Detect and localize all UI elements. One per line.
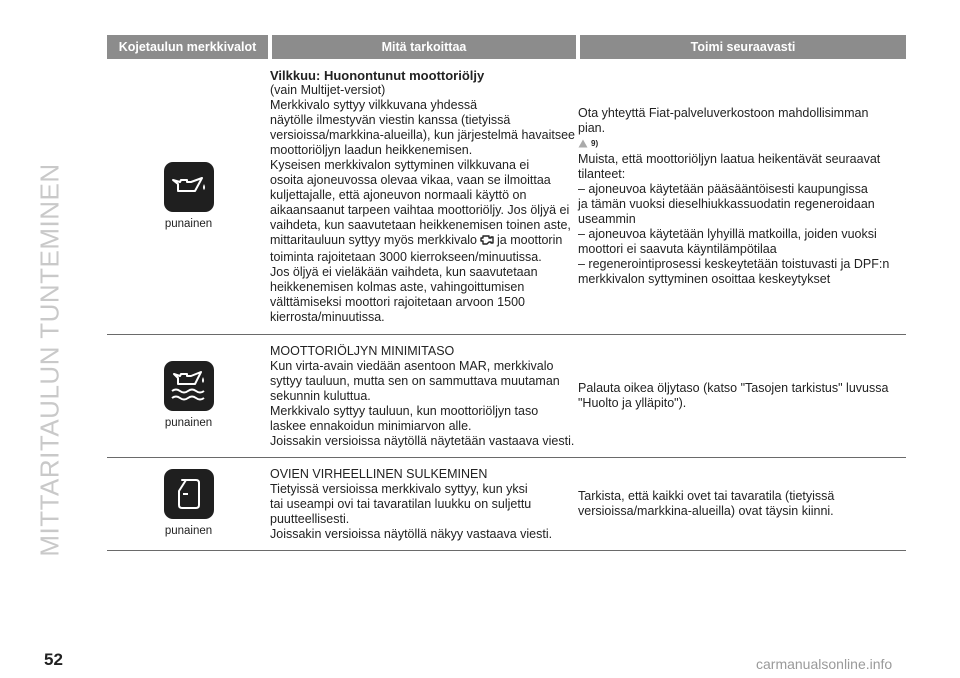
desc-line: syttyy tauluun, mutta sen on sammuttava muutaman xyxy=(270,373,560,388)
desc-title: Vilkkuu: Huonontunut moottoriöljy xyxy=(270,68,485,83)
desc-line: osoita ajoneuvossa olevaa vikaa, vaan se ilmoittaa xyxy=(270,173,551,187)
warning-lights-table xyxy=(107,35,906,551)
desc-line: tai useampi ovi tai tavaratilan luukku on suljettu xyxy=(270,496,532,511)
action-cell xyxy=(578,458,906,551)
action-line: "Huolto ja ylläpito"). xyxy=(578,396,687,410)
icon-cell xyxy=(107,59,270,335)
desc-line: Kun virta-avain viedään asentoon MAR, merkkivalo xyxy=(270,358,554,373)
action-line: Muista, että moottoriöljyn laatua heikentävät seuraavat xyxy=(578,152,881,166)
action-cell xyxy=(578,335,906,458)
warning-reference xyxy=(578,136,598,151)
action-line: – ajoneuvoa käytetään lyhyillä matkoilla, joiden vuoksi xyxy=(578,227,877,241)
desc-line: toiminta rajoitetaan 3000 kierrokseen/minuutissa. xyxy=(270,250,542,264)
header-warning-lights: Kojetaulun merkkivalot xyxy=(107,35,270,59)
desc-line: Jos öljyä ei vieläkään vaihdeta, kun saavutetaan xyxy=(270,265,538,279)
desc-line: OVIEN VIRHEELLINEN SULKEMINEN xyxy=(270,466,488,481)
table-row xyxy=(107,458,906,551)
action-line: – regenerointiprosessi keskeytetään toistuvasti ja DPF:n xyxy=(578,257,890,271)
desc-line: aikaansaanut tarpeen vaihtaa moottoriöljy. Jos öljyä ei xyxy=(270,203,570,217)
warning-triangle-icon xyxy=(578,139,588,148)
table-row xyxy=(107,59,906,335)
engine-icon xyxy=(479,234,495,250)
desc-line: MOOTTORIÖLJYN MINIMITASO xyxy=(270,343,455,358)
door-open-icon xyxy=(164,469,214,519)
desc-line-with-icon xyxy=(270,233,578,250)
action-line: pian. xyxy=(578,121,606,135)
chapter-title-text: MITTARITAULUN TUNTEMINEN xyxy=(34,163,65,557)
desc-line: Kyseisen merkkivalon syttyminen vilkkuvana ei xyxy=(270,158,530,172)
desc-line: heikkenemisen kolmas aste, vahingoittumisen xyxy=(270,280,525,294)
action-cell xyxy=(578,59,906,335)
action-line: merkkivalon syttyminen osoittaa keskeytykset xyxy=(578,272,831,286)
page-number: 52 xyxy=(44,650,63,669)
desc-line: Merkkivalo syttyy vilkkuvana yhdessä xyxy=(270,98,478,112)
desc-line: moottoriöljyn laadun heikkenemisen. xyxy=(270,143,473,157)
meaning-cell xyxy=(270,458,578,551)
desc-line-text-after: ja moottorin xyxy=(497,233,563,247)
desc-line: näytölle ilmestyvän viestin kanssa (tietyissä xyxy=(270,113,511,127)
watermark: carmanualsonline.info xyxy=(756,656,893,672)
action-line: useammin xyxy=(578,212,636,226)
icon-cell xyxy=(107,335,270,458)
color-label: punainen xyxy=(164,525,213,537)
desc-line: Tietyissä versioissa merkkivalo syttyy, kun yksi xyxy=(270,481,528,496)
color-label: punainen xyxy=(164,417,213,429)
table-row xyxy=(107,335,906,458)
desc-line: välttämiseksi moottori rajoitetaan arvoon 1500 xyxy=(270,295,525,309)
desc-line: laskee ennakoidun minimiarvon alle. xyxy=(270,418,472,433)
table-header-row xyxy=(107,35,906,59)
header-action: Toimi seuraavasti xyxy=(578,35,906,59)
desc-line: kierrosta/minuutissa. xyxy=(270,310,385,324)
desc-line: puutteellisesti. xyxy=(270,511,350,526)
desc-line: kuljettajalle, että ajoneuvon normaali käyttö on xyxy=(270,188,527,202)
color-label: punainen xyxy=(164,217,213,230)
desc-line: sekunnin kuluttua. xyxy=(270,388,371,403)
action-line: – ajoneuvoa käytetään pääsääntöisesti kaupungissa xyxy=(578,182,868,196)
action-line: Tarkista, että kaikki ovet tai tavaratila (tietyissä xyxy=(578,489,835,503)
desc-line: Joissakin versioissa näytöllä näytetään vastaava viesti. xyxy=(270,433,575,448)
action-line: ja tämän vuoksi dieselhiukkassuodatin regeneroidaan xyxy=(578,197,875,211)
action-line: Ota yhteyttä Fiat-palveluverkostoon mahdollisimman xyxy=(578,106,869,120)
desc-line: Merkkivalo syttyy tauluun, kun moottoriöljyn taso xyxy=(270,403,539,418)
meaning-cell xyxy=(270,335,578,458)
desc-line: vaihdeta, kun saavutetaan heikkenemisen toinen aste, xyxy=(270,218,571,232)
desc-line-text-before: mittaritauluun syttyy myös merkkivalo xyxy=(270,233,478,247)
meaning-cell xyxy=(270,59,578,335)
action-line: moottori ei saavuta käyntilämpötilaa xyxy=(578,242,777,256)
action-line: versioissa/markkina-alueilla) ovat täysin kiinni. xyxy=(578,504,834,518)
desc-line: (vain Multijet-versiot) xyxy=(270,83,386,97)
oil-can-drip-icon xyxy=(164,162,214,212)
action-line: tilanteet: xyxy=(578,167,626,181)
header-meaning: Mitä tarkoittaa xyxy=(270,35,578,59)
oil-level-icon xyxy=(164,361,214,411)
desc-line: Joissakin versioissa näytöllä näkyy vastaava viesti. xyxy=(270,526,553,541)
action-line: Palauta oikea öljytaso (katso "Tasojen tarkistus" luvussa xyxy=(578,381,889,395)
warning-ref-number: 9) xyxy=(591,139,599,148)
icon-cell xyxy=(107,458,270,551)
desc-line: versioissa/markkina-alueilla), kun järjestelmä havaitsee xyxy=(270,128,575,142)
